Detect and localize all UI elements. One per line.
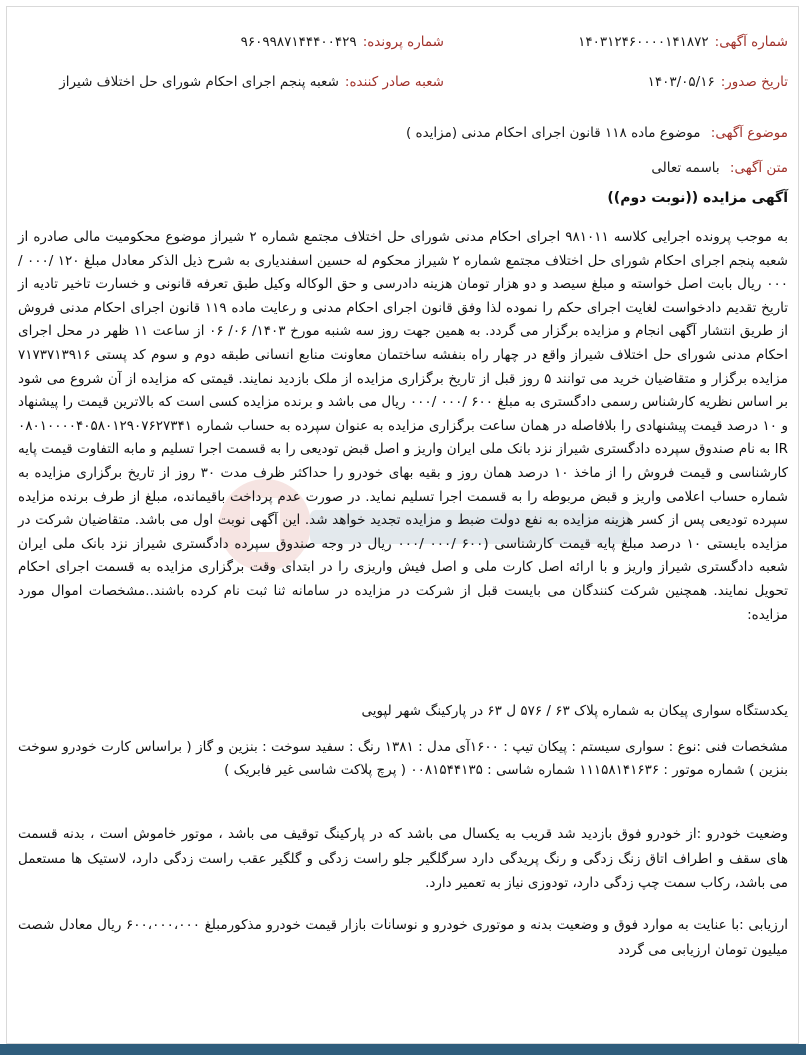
car-evaluation: ارزیابی :با عنایت به موارد فوق و وضعیت بدنه و موتوری خودرو و نوسانات بازار قیمت خودرو مذکورمبلغ ۶۰۰،۰۰۰،۰۰۰ ریال معادل شصت میلیون تومان ارزیابی می گردد xyxy=(18,917,789,958)
main-paragraph xyxy=(18,226,788,627)
ad-title: آگهی مزایده ((نوبت دوم)) xyxy=(607,190,788,206)
issuer-row xyxy=(59,74,444,90)
case-number: ۹۶۰۹۹۸۷۱۴۴۴۰۰۴۲۹ xyxy=(240,34,357,50)
bottom-bar xyxy=(0,1044,806,1055)
issue-date: ۱۴۰۳/۰۵/۱۶ xyxy=(647,74,715,90)
subject-label: موضوع آگهی: xyxy=(710,125,788,141)
case-number-label: شماره پرونده: xyxy=(362,34,444,50)
car-paragraph xyxy=(18,700,788,724)
issuer: شعبه پنجم اجرای احکام شورای حل اختلاف شیراز xyxy=(59,74,339,90)
text-intro-row xyxy=(651,160,788,176)
specs-paragraph xyxy=(18,736,788,783)
issue-date-label: تاریخ صدور: xyxy=(720,74,788,90)
condition-paragraph xyxy=(18,822,788,896)
subject-value: موضوع ماده ۱۱۸ قانون اجرای احکام مدنی (مزایده ) xyxy=(405,125,701,141)
text-label: متن آگهی: xyxy=(729,160,788,176)
ad-number: ۱۴۰۳۱۲۴۶۰۰۰۰۱۴۱۸۷۲ xyxy=(578,34,709,50)
ad-number-row xyxy=(578,34,788,50)
text-intro-value: باسمه تعالی xyxy=(651,160,720,176)
car-condition: وضعیت خودرو :از خودرو فوق بازدید شد قریب به یکسال می باشد که در پارکینگ توقیف می باشد ، موتور خاموش است ، بدنه قسمت های سقف و اطراف اتاق زنگ زدگی و رنگ پریدگی دارد سرگلگیر جلو راست زدگی و گلگیر عقب راست زدگی دارد، لاستیک ها مستعمل می باشد، رکاب سمت چپ زدگی دارد، تودوزی نیاز به تعمیر دارد. xyxy=(18,826,788,891)
car-specs: مشخصات فنی :نوع : سواری سیستم : پیکان تیپ : ۱۶۰۰آی مدل : ۱۳۸۱ رنگ : سفید سوخت : بنزین و گاز ( براساس کارت خودرو سوخت بنزین ) شماره موتور : ۱۱۱۵۸۱۴۱۶۳۶ شماره شاسی : ۰۰۸۱۵۴۴۱۳۵ ( پرچ پلاکت شاسی غیر فابریک ) xyxy=(18,739,789,779)
case-number-row xyxy=(241,34,444,50)
issue-date-row xyxy=(648,74,788,90)
issuer-label: شعبه صادر کننده: xyxy=(344,74,444,90)
main-paragraph-text: به موجب پرونده اجرایی کلاسه ۹۸۱۰۱۱ اجرای احکام مدنی شورای حل اختلاف مجتمع شماره ۲ شیراز موضوع محکومیت مالی صادره از شعبه پنجم اجرای احکام شورای حل اختلاف مجتمع شماره ۲ شیراز محکوم له حسین اسفندیاری به شرح ذیل الذکر معادل مبلغ ۱۲۰ /۰۰۰ /۰۰۰ ریال بابت اصل خواسته و مبلغ سیصد و دو هزار تومان هزینه دادرسی و حق الوکاله وکیل طبق تعرفه قانونی و خسارت تاخیر تادیه از تاریخ تقدیم دادخواست لغایت اجرای حکم را نموده لذا وفق قانون اجرای احکام مدنی و رعایت ماده ۱۱۹ قانون اجرای احکام مدنی فروش از طریق انتشار آگهی انجام و مزایده برگزار می گردد. به همین جهت روز سه شنبه مورخ ۱۴۰۳/ ۰۶/ ۰۶ از ساعت ۱۱ ظهر در محل اجرای احکام مدنی شورای حل اختلاف شیراز واقع در چهار راه بنفشه ساختمان معاونت منابع انسانی طبقه دوم و سوم کد پستی ۷۱۷۳۷۱۳۹۱۶ مزایده برگزار و متقاضیان خرید می توانند ۵ روز قبل از تاریخ برگزاری مزایده از ملک بازدید نمایند. قیمتی که مزایده از آن شروع می شود بر اساس نظریه کارشناس رسمی دادگستری به مبلغ ۶۰۰ /۰۰۰ /۰۰۰ ریال می باشد و برنده مزایده کسی است که بالاترین قیمت را پیشنهاد و ۱۰ درصد قیمت پیشنهادی را بلافاصله در همان ساعت برگزاری مزایده به عنوان سپرده به حساب شماره ۰۸۰۱۰۰۰۰۴۰۵۸۰۱۲۹۰۷۶۲۷۳۴۱ IR به نام صندوق سپرده دادگستری شیراز نزد بانک ملی ایران واریز و اصل قبض تودیعی را به قسمت اجرا تسلیم و مابه التفاوت قیمت پایه کارشناسی و قیمت فروش را از ماخذ ۱۰ درصد همان روز و بقیه بهای خودرو را حداکثر ظرف مدت ۳۰ روز از تاریخ برگزاری مزایده به شماره حساب اعلامی واریز و قبض مربوطه را به قسمت اجرا تسلیم نماید. در صورت عدم پرداخت باقیمانده، مبلغ از طرف برنده مزایده سپرده تودیعی پس از کسر هزینه مزایده به نفع دولت ضبط و مزایده تجدید خواهد شد. این آگهی نوبت اول می باشد. متقاضیان شرکت در مزایده بایستی ۱۰ درصد مبلغ پایه قیمت کارشناسی (۶۰۰ /۰۰۰ /۰۰۰ ریال در وجه صندوق سپرده دادگستری شیراز نزد بانک ملی ایران شعبه دادگستری شیراز واریز و با ارائه اصل کارت ملی و اصل فیش واریزی را در ابتدای وقت برگزاری مزایده به قسمت اجرای احکام تحویل نمایند. همچنین شرکت کنندگان می بایست قبل از شرکت در مزایده در سامانه ثنا ثبت نام کرده باشند..مشخصات اموال مورد مزایده: xyxy=(18,229,789,623)
evaluation-paragraph xyxy=(18,913,788,962)
subject-row xyxy=(406,125,788,141)
car-description: یکدستگاه سواری پیکان به شماره پلاک ۶۳ / ۵۷۶ ل ۶۳ در پارکینگ شهر لپویی xyxy=(361,703,788,719)
ad-number-label: شماره آگهی: xyxy=(714,34,788,50)
